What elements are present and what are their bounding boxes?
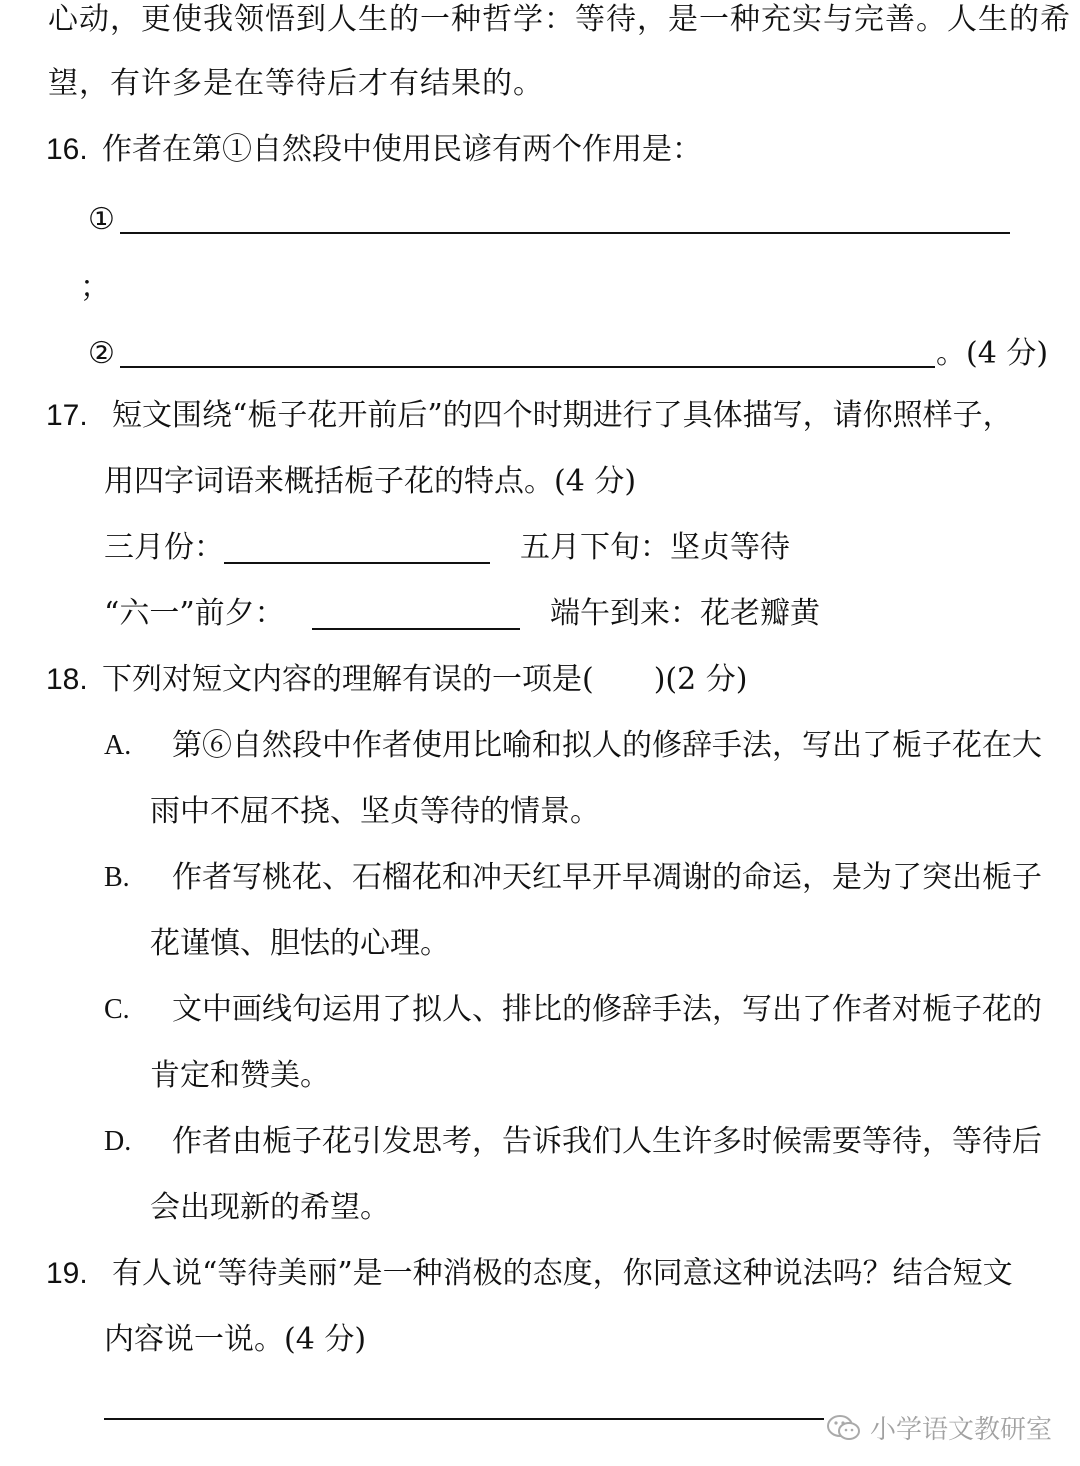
q19-answer-blank[interactable] bbox=[104, 1418, 824, 1420]
option-d-line2: 会出现新的希望。 bbox=[150, 1190, 390, 1225]
option-b-letter: B. bbox=[104, 862, 130, 893]
q17-period1-blank[interactable] bbox=[224, 562, 490, 564]
q16-item1-marker: ① bbox=[88, 202, 115, 237]
option-b-line2: 花谨慎、胆怯的心理。 bbox=[150, 926, 450, 961]
question-17-text-line2: 用四字词语来概括栀子花的特点。(4 分) bbox=[104, 464, 637, 499]
option-c-line1: 文中画线句运用了拟人、排比的修辞手法，写出了作者对栀子花的 bbox=[172, 992, 1042, 1027]
passage-line-2: 望，有许多是在等待后才有结果的。 bbox=[48, 66, 544, 101]
option-c-line2: 肯定和赞美。 bbox=[150, 1058, 330, 1093]
watermark-text: 小学语文教研室 bbox=[869, 1415, 1052, 1445]
q17-period2-label: 五月下旬：坚贞等待 bbox=[520, 530, 790, 565]
question-17-number: 17. bbox=[46, 399, 88, 432]
question-16-number: 16. bbox=[46, 133, 88, 166]
question-17-text-line1: 短文围绕“栀子花开前后”的四个时期进行了具体描写，请你照样子， bbox=[112, 398, 1013, 433]
wechat-icon bbox=[826, 1414, 862, 1442]
option-b-line1: 作者写桃花、石榴花和冲天红早开早凋谢的命运，是为了突出栀子 bbox=[172, 860, 1042, 895]
q17-period3-label: “六一”前夕： bbox=[104, 596, 285, 631]
option-a-line2: 雨中不屈不挠、坚贞等待的情景。 bbox=[150, 794, 600, 829]
q16-item2-suffix: 。(4 分) bbox=[936, 336, 1049, 371]
question-16-text: 作者在第①自然段中使用民谚有两个作用是： bbox=[102, 132, 702, 167]
passage-line-1: 心动，更使我领悟到人生的一种哲学：等待，是一种充实与完善。人生的希 bbox=[48, 2, 1071, 37]
q17-period3-blank[interactable] bbox=[312, 628, 520, 630]
option-a-line1: 第⑥自然段中作者使用比喻和拟人的修辞手法，写出了栀子花在大 bbox=[172, 728, 1042, 763]
q16-item1-suffix: ； bbox=[80, 270, 110, 305]
question-19-text-line1: 有人说“等待美丽”是一种消极的态度，你同意这种说法吗？结合短文 bbox=[112, 1256, 1013, 1291]
q16-item1-blank[interactable] bbox=[120, 232, 1010, 234]
option-a-letter: A. bbox=[104, 730, 132, 761]
option-d-letter: D. bbox=[104, 1126, 132, 1157]
watermark bbox=[826, 1409, 1052, 1446]
question-19-text-line2: 内容说一说。(4 分) bbox=[104, 1322, 367, 1357]
question-18-number: 18. bbox=[46, 663, 88, 696]
option-d-line1: 作者由栀子花引发思考，告诉我们人生许多时候需要等待，等待后 bbox=[172, 1124, 1042, 1159]
question-18-text: 下列对短文内容的理解有误的一项是( )(2 分) bbox=[102, 662, 748, 697]
q16-item2-marker: ② bbox=[88, 336, 115, 371]
option-c-letter: C. bbox=[104, 994, 130, 1025]
q17-period1-label: 三月份： bbox=[104, 530, 224, 565]
q16-item2-blank[interactable] bbox=[120, 366, 935, 368]
question-19-number: 19. bbox=[46, 1257, 88, 1290]
q17-period4-label: 端午到来：花老瓣黄 bbox=[550, 596, 820, 631]
